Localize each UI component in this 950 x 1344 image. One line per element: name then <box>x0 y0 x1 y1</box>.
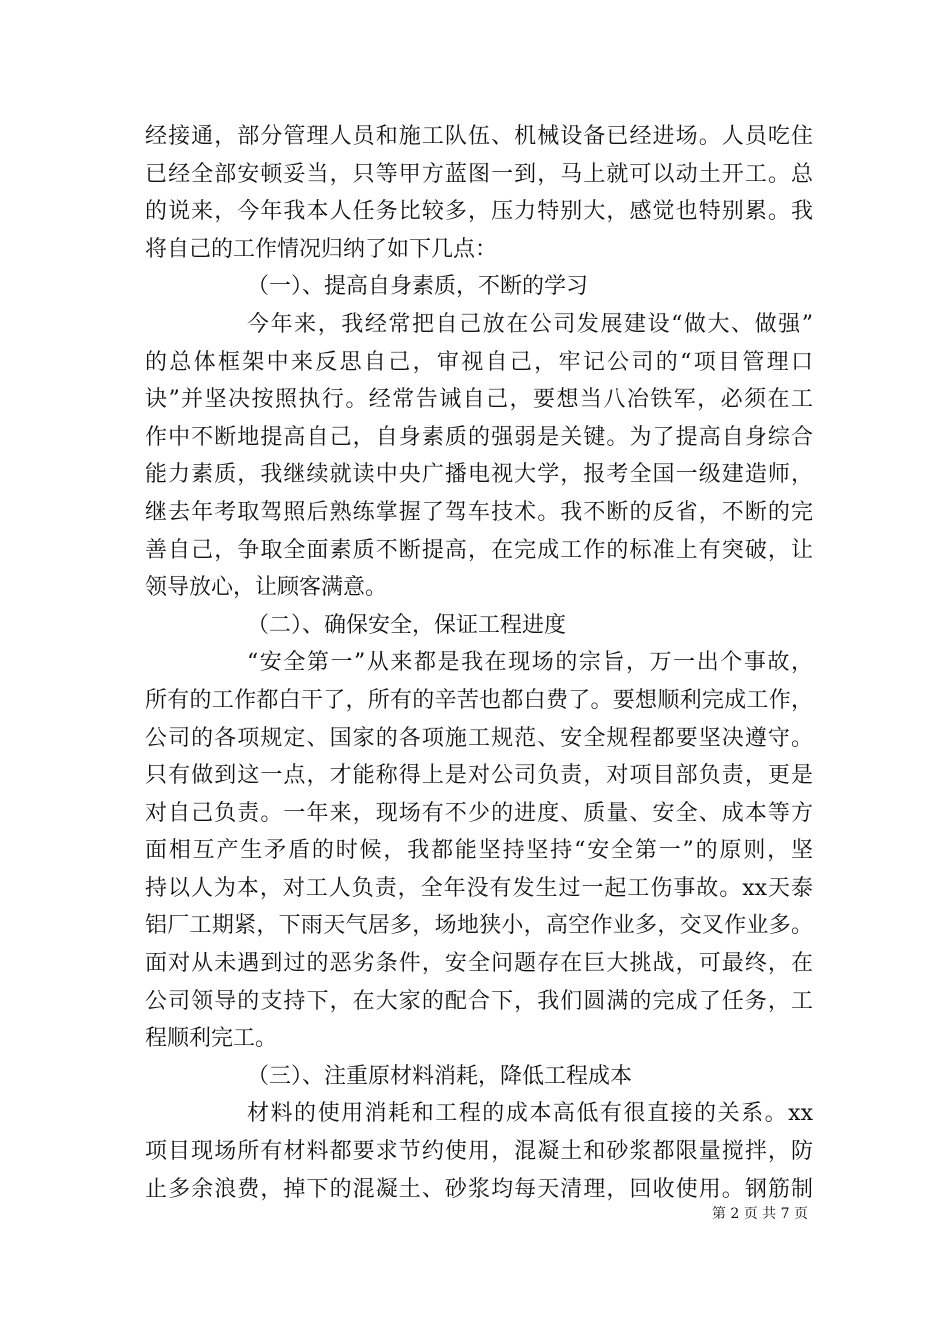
paragraph-line: 公司领导的支持下，在大家的配合下，我们圆满的完成了任务，工 <box>145 988 813 1014</box>
paragraph-line: 材料的使用消耗和工程的成本高低有很直接的关系。xx <box>247 1101 813 1127</box>
paragraph-line: 面对从未遇到过的恶劣条件，安全问题存在巨大挑战，可最终，在 <box>145 951 813 977</box>
paragraph-line: 铝厂工期紧，下雨天气居多，场地狭小，高空作业多，交叉作业多。 <box>145 913 813 939</box>
paragraph-line: 已经全部安顿妥当，只等甲方蓝图一到，马上就可以动土开工。总 <box>145 161 813 187</box>
paragraph-line: 将自己的工作情况归纳了如下几点： <box>145 236 498 262</box>
section-heading: （三）、注重原材料消耗，降低工程成本 <box>247 1063 633 1089</box>
paragraph-line: 作中不断地提高自己，自身素质的强弱是关键。为了提高自身综合 <box>145 424 813 450</box>
paragraph-line: “安全第一”从来都是我在现场的宗旨，万一出个事故， <box>247 650 813 676</box>
paragraph-line: 对自己负责。一年来，现场有不少的进度、质量、安全、成本等方 <box>145 800 813 826</box>
paragraph-line: 面相互产生矛盾的时候，我都能坚持坚持“安全第一”的原则，坚 <box>145 838 813 864</box>
paragraph-line: 持以人为本，对工人负责，全年没有发生过一起工伤事故。xx天泰 <box>145 875 813 901</box>
page-footer: 第 2 页 共 7 页 <box>711 1206 808 1222</box>
paragraph-line: 经接通，部分管理人员和施工队伍、机械设备已经进场。人员吃住 <box>145 124 813 149</box>
paragraph-line: 能力素质，我继续就读中央广播电视大学，报考全国一级建造师， <box>145 462 813 488</box>
paragraph-line: 善自己，争取全面素质不断提高，在完成工作的标准上有突破，让 <box>145 537 813 563</box>
paragraph-line: 项目现场所有材料都要求节约使用，混凝土和砂浆都限量搅拌，防 <box>145 1139 813 1165</box>
paragraph-line: 今年来，我经常把自己放在公司发展建设“做大、做强” <box>247 311 813 337</box>
section-heading: （一）、提高自身素质，不断的学习 <box>247 274 589 300</box>
paragraph-line: 诀”并坚决按照执行。经常告诫自己，要想当八冶铁军，必须在工 <box>145 387 813 413</box>
paragraph-line: 止多余浪费，掉下的混凝土、砂浆均每天清理，回收使用。钢筋制 <box>145 1176 813 1202</box>
paragraph-line: 的总体框架中来反思自己，审视自己，牢记公司的“项目管理口 <box>145 349 813 375</box>
paragraph-line: 公司的各项规定、国家的各项施工规范、安全规程都要坚决遵守。 <box>145 725 813 751</box>
paragraph-line: 只有做到这一点，才能称得上是对公司负责，对项目部负责，更是 <box>145 763 813 789</box>
section-heading: （二）、确保安全，保证工程进度 <box>247 612 567 638</box>
paragraph-line: 的说来，今年我本人任务比较多，压力特别大，感觉也特别累。我 <box>145 199 813 225</box>
paragraph-line: 继去年考取驾照后熟练掌握了驾车技术。我不断的反省，不断的完 <box>145 499 813 525</box>
document-body <box>145 118 813 1208</box>
paragraph-line: 程顺利完工。 <box>145 1026 278 1052</box>
paragraph-line: 所有的工作都白干了，所有的辛苦也都白费了。要想顺利完成工作， <box>145 687 813 713</box>
paragraph-line: 领导放心，让顾客满意。 <box>145 575 388 601</box>
